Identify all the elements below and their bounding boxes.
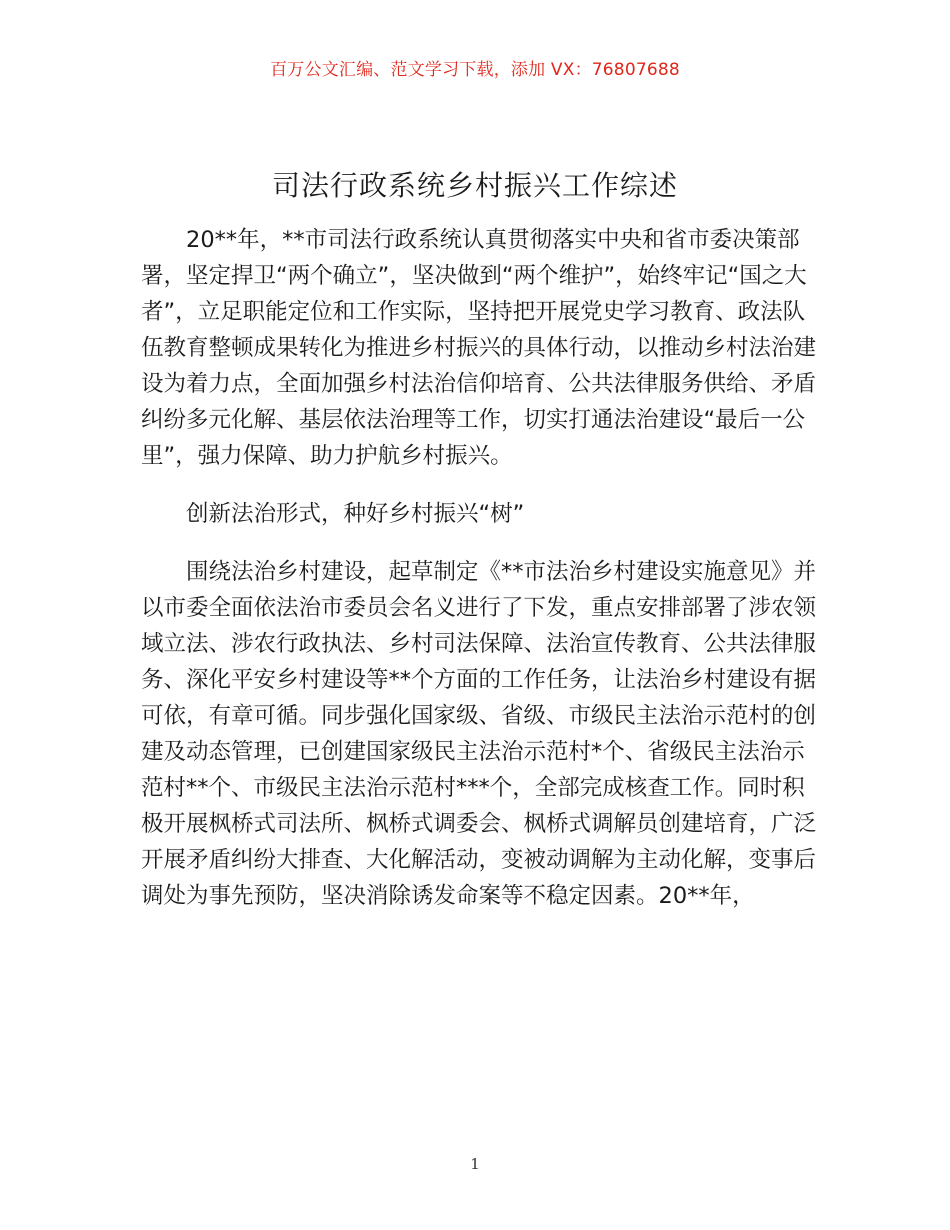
paragraph-body: 围绕法治乡村建设，起草制定《**市法治乡村建设实施意见》并以市委全面依法治市委员会名义进行了下发，重点安排部署了涉农领域立法、涉农行政执法、乡村司法保障、法治宣传教育、公共法律服务、深化平安乡村建设等**个方面的工作任务，让法治乡村建设有据可依，有章可循。同步强化国家级、省级、市级民主法治示范村的创建及动态管理，已创建国家级民主法治示范村*个、省级民主法治示范村**个、市级民主法治示范村***个，全部完成核查工作。同时积极开展枫桥式司法所、枫桥式调委会、枫桥式调解员创建培育，广泛开展矛盾纠纷大排查、大化解活动，变被动调解为主动化解，变事后调处为事先预防，坚决消除诱发命案等不稳定因素。20**年，	[141, 559, 817, 909]
page-number: 1	[470, 1155, 480, 1173]
paragraph-intro: 20**年，**市司法行政系统认真贯彻落实中央和省市委决策部署，坚定捍卫“两个确立”，坚决做到“两个维护”，始终牢记“国之大者”，立足职能定位和工作实际，坚持把开展党史学习教育、政法队伍教育整顿成果转化为推进乡村振兴的具体行动，以推动乡村法治建设为着力点，全面加强乡村法治信仰培育、公共法律服务供给、矛盾纠纷多元化解、基层依法治理等工作，切实打通法治建设“最后一公里”，强力保障、助力护航乡村振兴。	[141, 227, 817, 469]
document-title: 司法行政系统乡村振兴工作综述	[271, 169, 678, 202]
watermark-banner: 百万公文汇编、范文学习下载，添加 VX：76807688	[270, 60, 680, 80]
section-heading: 创新法治形式，种好乡村振兴“树”	[186, 501, 525, 527]
document-body	[141, 222, 821, 914]
